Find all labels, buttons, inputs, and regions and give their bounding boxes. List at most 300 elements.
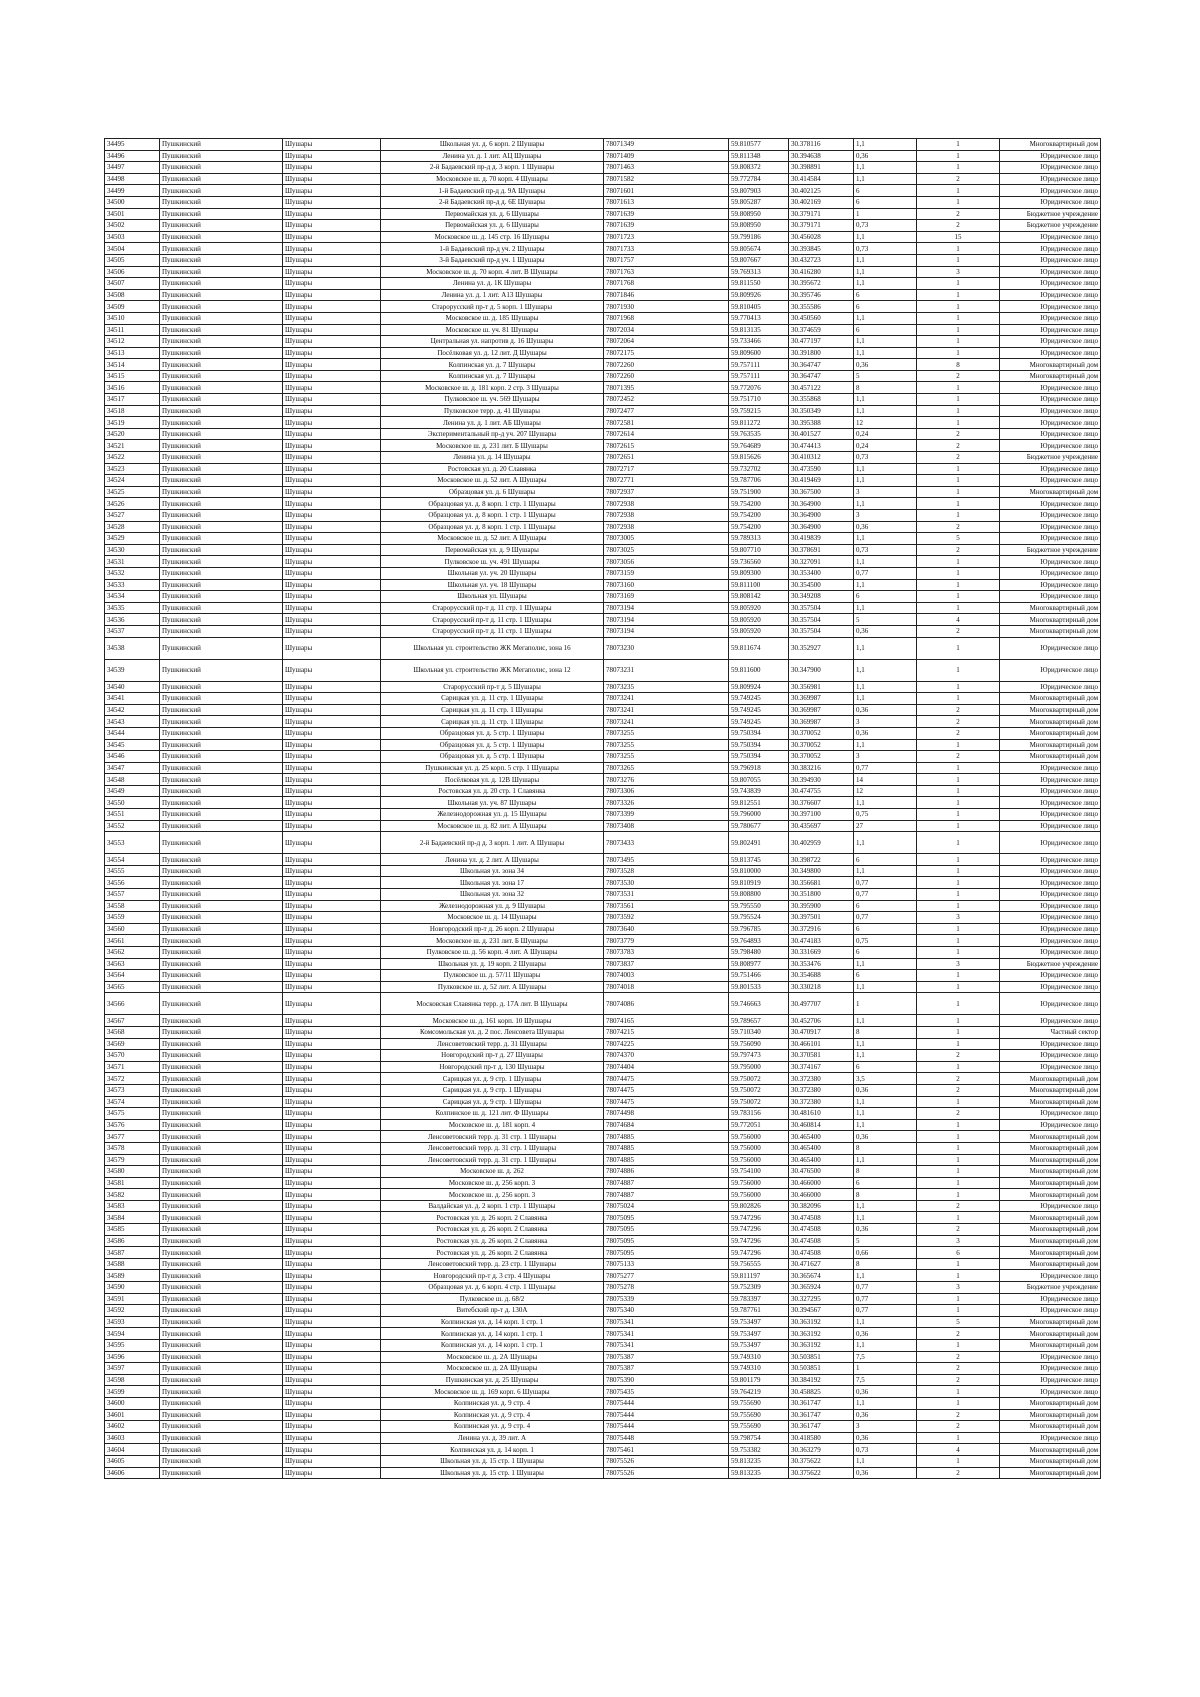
row-number-cell: 34592 bbox=[105, 1305, 160, 1317]
customer-type-cell: Многоквартирный дом bbox=[1000, 1142, 1101, 1154]
table-row bbox=[105, 1235, 1101, 1247]
object-id-cell: 78075435 bbox=[604, 1386, 729, 1398]
district-cell: Пушкинский bbox=[160, 1444, 283, 1456]
quantity-cell: 1 bbox=[917, 463, 1000, 475]
quantity-cell: 1 bbox=[917, 567, 1000, 579]
customer-type-cell: Юридическое лицо bbox=[1000, 820, 1101, 832]
row-number-cell: 34517 bbox=[105, 394, 160, 406]
volume-cell: 6 bbox=[854, 947, 917, 959]
address-cell: Московское ш. уч. 81 Шушары bbox=[381, 324, 604, 336]
customer-type-cell: Юридическое лицо bbox=[1000, 254, 1101, 266]
district-cell: Пушкинский bbox=[160, 912, 283, 924]
table-row bbox=[105, 809, 1101, 821]
customer-type-cell: Юридическое лицо bbox=[1000, 591, 1101, 603]
object-id-cell: 78071409 bbox=[604, 150, 729, 162]
table-row bbox=[105, 637, 1101, 659]
table-row bbox=[105, 440, 1101, 452]
object-id-cell: 78075341 bbox=[604, 1316, 729, 1328]
row-number-cell: 34556 bbox=[105, 877, 160, 889]
settlement-cell: Шушары bbox=[283, 1432, 381, 1444]
quantity-cell: 2 bbox=[917, 1328, 1000, 1340]
volume-cell: 0,36 bbox=[854, 1409, 917, 1421]
address-cell: Железнодорожная ул. д. 15 Шушары bbox=[381, 809, 604, 821]
volume-cell: 0,77 bbox=[854, 1293, 917, 1305]
address-cell: Старорусский пр-т д. 11 стр. 1 Шушары bbox=[381, 614, 604, 626]
district-cell: Пушкинский bbox=[160, 1084, 283, 1096]
volume-cell: 14 bbox=[854, 774, 917, 786]
settlement-cell: Шушары bbox=[283, 809, 381, 821]
address-cell: Московское ш. д. 2А Шушары bbox=[381, 1363, 604, 1375]
address-cell: 2-й Бадаевский пр-д д. 3 корп. 1 лит. А Шушары bbox=[381, 832, 604, 854]
address-cell: Ленина ул. д. 2 лит. А Шушары bbox=[381, 854, 604, 866]
settlement-cell: Шушары bbox=[283, 889, 381, 901]
quantity-cell: 1 bbox=[917, 865, 1000, 877]
customer-type-cell: Многоквартирный дом bbox=[1000, 1096, 1101, 1108]
settlement-cell: Шушары bbox=[283, 567, 381, 579]
address-cell: Ленсоветовский терр. д. 23 стр. 1 Шушары bbox=[381, 1258, 604, 1270]
row-number-cell: 34541 bbox=[105, 693, 160, 705]
customer-type-cell: Юридическое лицо bbox=[1000, 1374, 1101, 1386]
address-cell: Колпинская ул. д. 14 корп. 1 стр. 1 bbox=[381, 1316, 604, 1328]
district-cell: Пушкинский bbox=[160, 185, 283, 197]
longitude-cell: 30.330218 bbox=[789, 981, 854, 993]
settlement-cell: Шушары bbox=[283, 510, 381, 522]
object-id-cell: 78073194 bbox=[604, 602, 729, 614]
customer-type-cell: Юридическое лицо bbox=[1000, 981, 1101, 993]
quantity-cell: 1 bbox=[917, 797, 1000, 809]
district-cell: Пушкинский bbox=[160, 923, 283, 935]
quantity-cell: 1 bbox=[917, 301, 1000, 313]
settlement-cell: Шушары bbox=[283, 602, 381, 614]
object-id-cell: 78074885 bbox=[604, 1131, 729, 1143]
latitude-cell: 59.747296 bbox=[729, 1247, 789, 1259]
district-cell: Пушкинский bbox=[160, 567, 283, 579]
district-cell: Пушкинский bbox=[160, 498, 283, 510]
address-cell: Комсомольская ул. д. 2 пос. Ленсовета Шушары bbox=[381, 1026, 604, 1038]
table-row bbox=[105, 1293, 1101, 1305]
longitude-cell: 30.361747 bbox=[789, 1421, 854, 1433]
latitude-cell: 59.772784 bbox=[729, 173, 789, 185]
longitude-cell: 30.357504 bbox=[789, 625, 854, 637]
object-id-cell: 78071601 bbox=[604, 185, 729, 197]
address-cell: Московская Славянка терр. д. 17А лит. В Шушары bbox=[381, 993, 604, 1015]
object-id-cell: 78074225 bbox=[604, 1038, 729, 1050]
district-cell: Пушкинский bbox=[160, 993, 283, 1015]
customer-type-cell: Многоквартирный дом bbox=[1000, 602, 1101, 614]
volume-cell: 8 bbox=[854, 1142, 917, 1154]
settlement-cell: Шушары bbox=[283, 301, 381, 313]
customer-type-cell: Юридическое лицо bbox=[1000, 970, 1101, 982]
address-cell: Новгородский пр-т д. 130 Шушары bbox=[381, 1061, 604, 1073]
customer-type-cell: Бюджетное учреждение bbox=[1000, 1282, 1101, 1294]
table-row bbox=[105, 196, 1101, 208]
settlement-cell: Шушары bbox=[283, 727, 381, 739]
object-id-cell: 78075024 bbox=[604, 1200, 729, 1212]
settlement-cell: Шушары bbox=[283, 486, 381, 498]
district-cell: Пушкинский bbox=[160, 762, 283, 774]
quantity-cell: 1 bbox=[917, 739, 1000, 751]
row-number-cell: 34583 bbox=[105, 1200, 160, 1212]
table-row bbox=[105, 1328, 1101, 1340]
volume-cell: 1,1 bbox=[854, 637, 917, 659]
settlement-cell: Шушары bbox=[283, 370, 381, 382]
latitude-cell: 59.805920 bbox=[729, 614, 789, 626]
row-number-cell: 34527 bbox=[105, 510, 160, 522]
customer-type-cell: Юридическое лицо bbox=[1000, 324, 1101, 336]
address-cell: 1-й Бадаевский пр-д д. 9А Шушары bbox=[381, 185, 604, 197]
longitude-cell: 30.503851 bbox=[789, 1351, 854, 1363]
row-number-cell: 34497 bbox=[105, 162, 160, 174]
row-number-cell: 34572 bbox=[105, 1073, 160, 1085]
quantity-cell: 2 bbox=[917, 1050, 1000, 1062]
address-cell: Школьная ул. зона 32 bbox=[381, 889, 604, 901]
district-cell: Пушкинский bbox=[160, 162, 283, 174]
object-id-cell: 78074885 bbox=[604, 1142, 729, 1154]
volume-cell: 1,1 bbox=[854, 579, 917, 591]
table-row bbox=[105, 681, 1101, 693]
address-cell: Старорусский пр-т д. 11 стр. 1 Шушары bbox=[381, 602, 604, 614]
quantity-cell: 1 bbox=[917, 486, 1000, 498]
address-cell: Колпинская ул. д. 14 корп. 1 bbox=[381, 1444, 604, 1456]
address-cell: Московское ш. д. 82 лит. А Шушары bbox=[381, 820, 604, 832]
latitude-cell: 59.805674 bbox=[729, 243, 789, 255]
table-row bbox=[105, 231, 1101, 243]
longitude-cell: 30.349208 bbox=[789, 591, 854, 603]
row-number-cell: 34558 bbox=[105, 900, 160, 912]
settlement-cell: Шушары bbox=[283, 877, 381, 889]
table-row bbox=[105, 556, 1101, 568]
table-row bbox=[105, 567, 1101, 579]
row-number-cell: 34528 bbox=[105, 521, 160, 533]
table-row bbox=[105, 1224, 1101, 1236]
district-cell: Пушкинский bbox=[160, 1050, 283, 1062]
district-cell: Пушкинский bbox=[160, 1397, 283, 1409]
latitude-cell: 59.749245 bbox=[729, 704, 789, 716]
object-id-cell: 78073255 bbox=[604, 739, 729, 751]
row-number-cell: 34511 bbox=[105, 324, 160, 336]
district-cell: Пушкинский bbox=[160, 958, 283, 970]
customer-type-cell: Многоквартирный дом bbox=[1000, 1409, 1101, 1421]
table-row bbox=[105, 1189, 1101, 1201]
row-number-cell: 34593 bbox=[105, 1316, 160, 1328]
quantity-cell: 1 bbox=[917, 1455, 1000, 1467]
table-row bbox=[105, 278, 1101, 290]
object-id-cell: 78075390 bbox=[604, 1374, 729, 1386]
quantity-cell: 2 bbox=[917, 1351, 1000, 1363]
customer-type-cell: Юридическое лицо bbox=[1000, 556, 1101, 568]
quantity-cell: 1 bbox=[917, 947, 1000, 959]
customer-type-cell: Юридическое лицо bbox=[1000, 1293, 1101, 1305]
latitude-cell: 59.808142 bbox=[729, 591, 789, 603]
object-id-cell: 78075277 bbox=[604, 1270, 729, 1282]
volume-cell: 0,36 bbox=[854, 150, 917, 162]
volume-cell: 1,1 bbox=[854, 797, 917, 809]
latitude-cell: 59.751900 bbox=[729, 486, 789, 498]
table-row bbox=[105, 993, 1101, 1015]
district-cell: Пушкинский bbox=[160, 947, 283, 959]
table-row bbox=[105, 417, 1101, 429]
longitude-cell: 30.372916 bbox=[789, 923, 854, 935]
object-id-cell: 78073005 bbox=[604, 533, 729, 545]
quantity-cell: 1 bbox=[917, 1212, 1000, 1224]
row-number-cell: 34595 bbox=[105, 1340, 160, 1352]
row-number-cell: 34588 bbox=[105, 1258, 160, 1270]
object-id-cell: 78074498 bbox=[604, 1108, 729, 1120]
district-cell: Пушкинский bbox=[160, 877, 283, 889]
address-cell: Первомайская ул. д. 9 Шушары bbox=[381, 544, 604, 556]
object-id-cell: 78073783 bbox=[604, 947, 729, 959]
table-row bbox=[105, 1340, 1101, 1352]
longitude-cell: 30.466101 bbox=[789, 1038, 854, 1050]
quantity-cell: 2 bbox=[917, 1200, 1000, 1212]
quantity-cell: 1 bbox=[917, 923, 1000, 935]
longitude-cell: 30.470917 bbox=[789, 1026, 854, 1038]
address-cell: Колпинская ул. д. 14 корп. 1 стр. 1 bbox=[381, 1328, 604, 1340]
quantity-cell: 1 bbox=[917, 993, 1000, 1015]
customer-type-cell: Бюджетное учреждение bbox=[1000, 220, 1101, 232]
longitude-cell: 30.367500 bbox=[789, 486, 854, 498]
address-cell: Московское ш. д. 145 стр. 16 Шушары bbox=[381, 231, 604, 243]
row-number-cell: 34496 bbox=[105, 150, 160, 162]
latitude-cell: 59.780677 bbox=[729, 820, 789, 832]
row-number-cell: 34507 bbox=[105, 278, 160, 290]
address-cell: Пулковское ш. д. 68/2 bbox=[381, 1293, 604, 1305]
longitude-cell: 30.376607 bbox=[789, 797, 854, 809]
quantity-cell: 1 bbox=[917, 900, 1000, 912]
object-id-cell: 78075444 bbox=[604, 1421, 729, 1433]
settlement-cell: Шушары bbox=[283, 659, 381, 681]
table-row bbox=[105, 1316, 1101, 1328]
object-id-cell: 78072614 bbox=[604, 428, 729, 440]
latitude-cell: 59.807710 bbox=[729, 544, 789, 556]
latitude-cell: 59.807903 bbox=[729, 185, 789, 197]
object-id-cell: 78075278 bbox=[604, 1282, 729, 1294]
quantity-cell: 1 bbox=[917, 1142, 1000, 1154]
quantity-cell: 1 bbox=[917, 579, 1000, 591]
row-number-cell: 34529 bbox=[105, 533, 160, 545]
row-number-cell: 34560 bbox=[105, 923, 160, 935]
latitude-cell: 59.811272 bbox=[729, 417, 789, 429]
volume-cell: 12 bbox=[854, 785, 917, 797]
object-id-cell: 78072771 bbox=[604, 475, 729, 487]
settlement-cell: Шушары bbox=[283, 1015, 381, 1027]
district-cell: Пушкинский bbox=[160, 1212, 283, 1224]
longitude-cell: 30.398722 bbox=[789, 854, 854, 866]
volume-cell: 8 bbox=[854, 1258, 917, 1270]
customer-type-cell: Многоквартирный дом bbox=[1000, 1247, 1101, 1259]
district-cell: Пушкинский bbox=[160, 693, 283, 705]
settlement-cell: Шушары bbox=[283, 1421, 381, 1433]
latitude-cell: 59.783397 bbox=[729, 1293, 789, 1305]
latitude-cell: 59.810405 bbox=[729, 301, 789, 313]
address-cell: Ленина ул. д. 14 Шушары bbox=[381, 452, 604, 464]
object-id-cell: 78074370 bbox=[604, 1050, 729, 1062]
table-row bbox=[105, 1305, 1101, 1317]
settlement-cell: Шушары bbox=[283, 428, 381, 440]
latitude-cell: 59.756555 bbox=[729, 1258, 789, 1270]
quantity-cell: 1 bbox=[917, 150, 1000, 162]
customer-type-cell: Юридическое лицо bbox=[1000, 877, 1101, 889]
table-row bbox=[105, 1421, 1101, 1433]
table-row bbox=[105, 312, 1101, 324]
longitude-cell: 30.465400 bbox=[789, 1142, 854, 1154]
volume-cell: 8 bbox=[854, 1189, 917, 1201]
settlement-cell: Шушары bbox=[283, 739, 381, 751]
district-cell: Пушкинский bbox=[160, 889, 283, 901]
address-cell: Московское ш. д. 181 корп. 2 стр. 3 Шушары bbox=[381, 382, 604, 394]
longitude-cell: 30.410312 bbox=[789, 452, 854, 464]
settlement-cell: Шушары bbox=[283, 935, 381, 947]
address-cell: Образцовая ул. д. 8 корп. 1 стр. 1 Шушары bbox=[381, 521, 604, 533]
row-number-cell: 34601 bbox=[105, 1409, 160, 1421]
object-id-cell: 78075526 bbox=[604, 1455, 729, 1467]
object-id-cell: 78071763 bbox=[604, 266, 729, 278]
customer-type-cell: Юридическое лицо bbox=[1000, 382, 1101, 394]
quantity-cell: 1 bbox=[917, 405, 1000, 417]
table-row bbox=[105, 774, 1101, 786]
volume-cell: 1,1 bbox=[854, 1154, 917, 1166]
settlement-cell: Шушары bbox=[283, 1247, 381, 1259]
address-cell: Центральная ул. напротив д. 16 Шушары bbox=[381, 336, 604, 348]
row-number-cell: 34557 bbox=[105, 889, 160, 901]
customer-type-cell: Юридическое лицо bbox=[1000, 417, 1101, 429]
address-cell: Витебский пр-т д. 130А bbox=[381, 1305, 604, 1317]
table-row bbox=[105, 785, 1101, 797]
latitude-cell: 59.749245 bbox=[729, 716, 789, 728]
district-cell: Пушкинский bbox=[160, 1073, 283, 1085]
table-row bbox=[105, 1270, 1101, 1282]
object-id-cell: 78071768 bbox=[604, 278, 729, 290]
longitude-cell: 30.414584 bbox=[789, 173, 854, 185]
volume-cell: 1,1 bbox=[854, 981, 917, 993]
settlement-cell: Шушары bbox=[283, 452, 381, 464]
object-id-cell: 78073528 bbox=[604, 865, 729, 877]
quantity-cell: 2 bbox=[917, 428, 1000, 440]
settlement-cell: Шушары bbox=[283, 1293, 381, 1305]
address-cell: Московское ш. д. 70 корп. 4 Шушары bbox=[381, 173, 604, 185]
quantity-cell: 1 bbox=[917, 1340, 1000, 1352]
district-cell: Пушкинский bbox=[160, 865, 283, 877]
row-number-cell: 34591 bbox=[105, 1293, 160, 1305]
latitude-cell: 59.801179 bbox=[729, 1374, 789, 1386]
row-number-cell: 34534 bbox=[105, 591, 160, 603]
address-cell: Новгородский пр-т д. 26 корп. 2 Шушары bbox=[381, 923, 604, 935]
row-number-cell: 34555 bbox=[105, 865, 160, 877]
table-row bbox=[105, 832, 1101, 854]
quantity-cell: 2 bbox=[917, 1108, 1000, 1120]
quantity-cell: 2 bbox=[917, 1084, 1000, 1096]
district-cell: Пушкинский bbox=[160, 347, 283, 359]
object-id-cell: 78072938 bbox=[604, 521, 729, 533]
district-cell: Пушкинский bbox=[160, 556, 283, 568]
row-number-cell: 34596 bbox=[105, 1351, 160, 1363]
quantity-cell: 1 bbox=[917, 475, 1000, 487]
longitude-cell: 30.474508 bbox=[789, 1235, 854, 1247]
address-cell: Ленсоветовский терр. д. 31 стр. 1 Шушары bbox=[381, 1142, 604, 1154]
district-cell: Пушкинский bbox=[160, 405, 283, 417]
latitude-cell: 59.710340 bbox=[729, 1026, 789, 1038]
row-number-cell: 34506 bbox=[105, 266, 160, 278]
customer-type-cell: Многоквартирный дом bbox=[1000, 1455, 1101, 1467]
longitude-cell: 30.363192 bbox=[789, 1340, 854, 1352]
quantity-cell: 1 bbox=[917, 1015, 1000, 1027]
row-number-cell: 34568 bbox=[105, 1026, 160, 1038]
address-cell: Сарицкая ул. д. 9 стр. 1 Шушары bbox=[381, 1096, 604, 1108]
table-row bbox=[105, 693, 1101, 705]
customer-type-cell: Многоквартирный дом bbox=[1000, 1212, 1101, 1224]
volume-cell: 0,75 bbox=[854, 935, 917, 947]
table-row bbox=[105, 1142, 1101, 1154]
object-id-cell: 78071733 bbox=[604, 243, 729, 255]
customer-type-cell: Юридическое лицо bbox=[1000, 947, 1101, 959]
row-number-cell: 34498 bbox=[105, 173, 160, 185]
table-row bbox=[105, 1363, 1101, 1375]
quantity-cell: 4 bbox=[917, 1444, 1000, 1456]
district-cell: Пушкинский bbox=[160, 637, 283, 659]
customer-type-cell: Юридическое лицо bbox=[1000, 278, 1101, 290]
district-cell: Пушкинский bbox=[160, 289, 283, 301]
longitude-cell: 30.370581 bbox=[789, 1050, 854, 1062]
customer-type-cell: Юридическое лицо bbox=[1000, 428, 1101, 440]
district-cell: Пушкинский bbox=[160, 1061, 283, 1073]
longitude-cell: 30.369987 bbox=[789, 716, 854, 728]
object-id-cell: 78073255 bbox=[604, 751, 729, 763]
table-row bbox=[105, 1455, 1101, 1467]
district-cell: Пушкинский bbox=[160, 1189, 283, 1201]
settlement-cell: Шушары bbox=[283, 185, 381, 197]
longitude-cell: 30.372380 bbox=[789, 1073, 854, 1085]
longitude-cell: 30.356981 bbox=[789, 681, 854, 693]
latitude-cell: 59.808800 bbox=[729, 889, 789, 901]
table-row bbox=[105, 923, 1101, 935]
settlement-cell: Шушары bbox=[283, 208, 381, 220]
customer-type-cell: Юридическое лицо bbox=[1000, 231, 1101, 243]
volume-cell: 1,1 bbox=[854, 533, 917, 545]
volume-cell: 0,73 bbox=[854, 243, 917, 255]
latitude-cell: 59.802491 bbox=[729, 832, 789, 854]
object-id-cell: 78072452 bbox=[604, 394, 729, 406]
object-id-cell: 78075341 bbox=[604, 1340, 729, 1352]
longitude-cell: 30.473590 bbox=[789, 463, 854, 475]
district-cell: Пушкинский bbox=[160, 440, 283, 452]
customer-type-cell: Юридическое лицо bbox=[1000, 150, 1101, 162]
object-id-cell: 78072260 bbox=[604, 370, 729, 382]
row-number-cell: 34542 bbox=[105, 704, 160, 716]
district-cell: Пушкинский bbox=[160, 1015, 283, 1027]
address-cell: Пулковское ш. д. 52 лит. А Шушары bbox=[381, 981, 604, 993]
object-id-cell: 78074404 bbox=[604, 1061, 729, 1073]
row-number-cell: 34603 bbox=[105, 1432, 160, 1444]
row-number-cell: 34552 bbox=[105, 820, 160, 832]
latitude-cell: 59.810919 bbox=[729, 877, 789, 889]
settlement-cell: Шушары bbox=[283, 1444, 381, 1456]
customer-type-cell: Юридическое лицо bbox=[1000, 1061, 1101, 1073]
settlement-cell: Шушары bbox=[283, 556, 381, 568]
longitude-cell: 30.474413 bbox=[789, 440, 854, 452]
longitude-cell: 30.450560 bbox=[789, 312, 854, 324]
volume-cell: 5 bbox=[854, 1235, 917, 1247]
object-id-cell: 78075133 bbox=[604, 1258, 729, 1270]
customer-type-cell: Юридическое лицо bbox=[1000, 785, 1101, 797]
quantity-cell: 1 bbox=[917, 243, 1000, 255]
object-id-cell: 78073433 bbox=[604, 832, 729, 854]
district-cell: Пушкинский bbox=[160, 704, 283, 716]
volume-cell: 1,1 bbox=[854, 958, 917, 970]
customer-type-cell: Бюджетное учреждение bbox=[1000, 958, 1101, 970]
district-cell: Пушкинский bbox=[160, 820, 283, 832]
volume-cell: 1,1 bbox=[854, 266, 917, 278]
settlement-cell: Шушары bbox=[283, 993, 381, 1015]
